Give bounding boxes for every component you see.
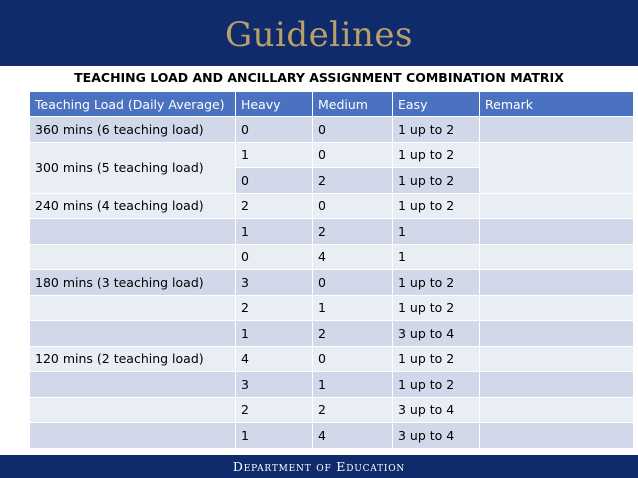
header-remark: Remark [480, 92, 634, 117]
cell-heavy: 0 [236, 168, 313, 194]
cell-teaching-load: 360 mins (6 teaching load) [30, 117, 236, 143]
cell-medium: 4 [313, 423, 393, 449]
cell-remark [480, 372, 634, 398]
cell-teaching-load [30, 295, 236, 321]
cell-heavy: 1 [236, 321, 313, 347]
cell-medium: 2 [313, 397, 393, 423]
cell-heavy: 3 [236, 372, 313, 398]
cell-medium: 0 [313, 270, 393, 296]
header-teaching-load: Teaching Load (Daily Average) [30, 92, 236, 117]
combination-matrix-table [29, 91, 634, 449]
cell-easy: 3 up to 4 [393, 321, 480, 347]
cell-teaching-load: 120 mins (2 teaching load) [30, 346, 236, 372]
cell-remark [480, 397, 634, 423]
table-row [30, 219, 634, 245]
cell-easy: 1 up to 2 [393, 295, 480, 321]
table-row [30, 423, 634, 449]
cell-remark [480, 270, 634, 296]
slide-footer [0, 455, 638, 478]
cell-easy: 1 up to 2 [393, 168, 480, 194]
slide-header [0, 0, 638, 66]
cell-medium: 0 [313, 117, 393, 143]
cell-medium: 2 [313, 219, 393, 245]
cell-easy: 1 up to 2 [393, 193, 480, 219]
table-row [30, 295, 634, 321]
cell-remark [480, 346, 634, 372]
cell-remark [480, 321, 634, 347]
cell-easy: 1 up to 2 [393, 346, 480, 372]
cell-medium: 0 [313, 142, 393, 168]
cell-remark [480, 193, 634, 219]
table-header-row [30, 92, 634, 117]
table-row [30, 244, 634, 270]
cell-remark [480, 295, 634, 321]
cell-teaching-load: 240 mins (4 teaching load) [30, 193, 236, 219]
table-row [30, 346, 634, 372]
cell-remark [480, 219, 634, 245]
cell-heavy: 0 [236, 244, 313, 270]
slide-title: Guidelines [224, 15, 414, 55]
cell-medium: 2 [313, 321, 393, 347]
cell-medium: 1 [313, 372, 393, 398]
cell-medium: 4 [313, 244, 393, 270]
cell-medium: 2 [313, 168, 393, 194]
cell-teaching-load [30, 372, 236, 398]
cell-medium: 0 [313, 346, 393, 372]
cell-heavy: 1 [236, 423, 313, 449]
cell-heavy: 1 [236, 219, 313, 245]
cell-heavy: 4 [236, 346, 313, 372]
cell-remark [480, 244, 634, 270]
cell-medium: 1 [313, 295, 393, 321]
header-heavy: Heavy [236, 92, 313, 117]
cell-teaching-load [30, 321, 236, 347]
cell-teaching-load [30, 397, 236, 423]
table-row [30, 117, 634, 143]
header-medium: Medium [313, 92, 393, 117]
cell-heavy: 2 [236, 193, 313, 219]
footer-department-name: Department of Education [232, 459, 406, 474]
table-row [30, 193, 634, 219]
cell-heavy: 3 [236, 270, 313, 296]
cell-teaching-load: 180 mins (3 teaching load) [30, 270, 236, 296]
cell-remark [480, 423, 634, 449]
table-row [30, 321, 634, 347]
cell-medium: 0 [313, 193, 393, 219]
cell-easy: 1 [393, 219, 480, 245]
table-row [30, 397, 634, 423]
cell-remark [480, 117, 634, 143]
cell-easy: 1 up to 2 [393, 372, 480, 398]
cell-easy: 3 up to 4 [393, 397, 480, 423]
cell-teaching-load [30, 423, 236, 449]
cell-easy: 3 up to 4 [393, 423, 480, 449]
table-row [30, 142, 634, 168]
cell-teaching-load: 300 mins (5 teaching load) [30, 142, 236, 193]
table-row [30, 270, 634, 296]
cell-easy: 1 [393, 244, 480, 270]
cell-teaching-load [30, 219, 236, 245]
cell-easy: 1 up to 2 [393, 117, 480, 143]
cell-heavy: 1 [236, 142, 313, 168]
cell-heavy: 2 [236, 295, 313, 321]
table-caption: TEACHING LOAD AND ANCILLARY ASSIGNMENT COMBINATION MATRIX [74, 70, 564, 85]
cell-heavy: 0 [236, 117, 313, 143]
header-easy: Easy [393, 92, 480, 117]
cell-heavy: 2 [236, 397, 313, 423]
table-row [30, 372, 634, 398]
cell-remark [480, 142, 634, 193]
cell-easy: 1 up to 2 [393, 270, 480, 296]
cell-teaching-load [30, 244, 236, 270]
cell-easy: 1 up to 2 [393, 142, 480, 168]
